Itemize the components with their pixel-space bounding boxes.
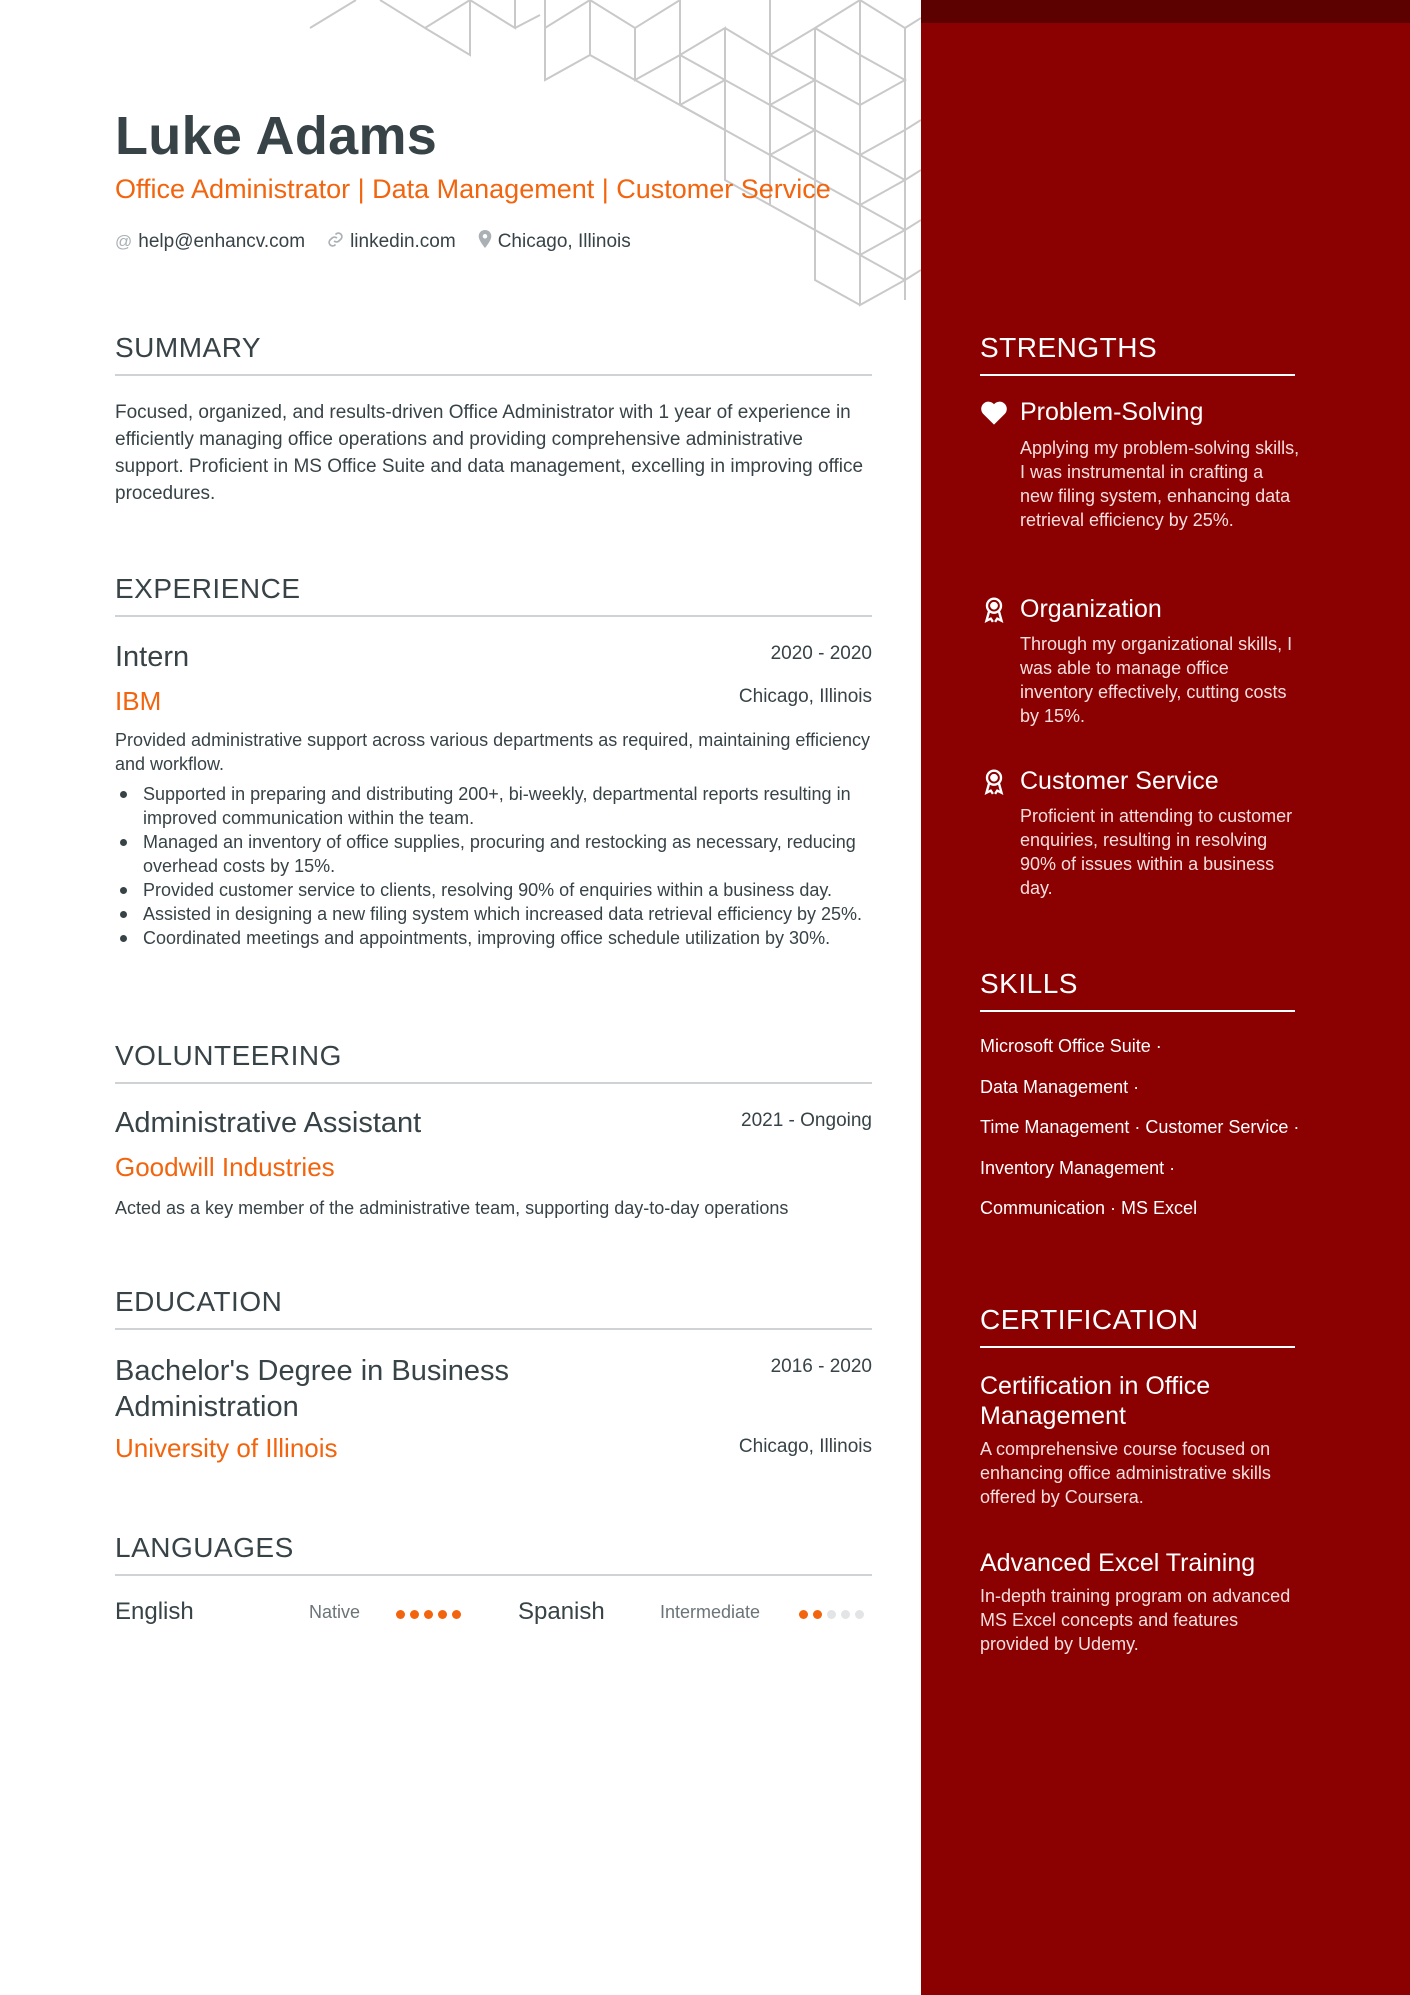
language-name: English xyxy=(115,1598,194,1625)
skills-heading: SKILLS xyxy=(980,968,1295,1012)
certification-name: Certification in Office Management xyxy=(980,1372,1211,1430)
experience-description: Provided administrative support across various departments as required, maintaining efficiency and workflow. xyxy=(115,730,871,774)
summary-text: Focused, organized, and results-driven Office Administrator with 1 year of experience in efficiently managing office operations and providing comprehensive administrative support. Proficient in MS Office Suite and data management, excelling in improving office procedures. xyxy=(115,402,864,504)
strength-item-head xyxy=(980,398,1203,427)
language-level: Native xyxy=(309,1602,361,1622)
list-item: Provided customer service to clients, resolving 90% of enquiries within a business day. xyxy=(115,878,872,902)
contact-email[interactable] xyxy=(115,230,305,253)
strength-name: Customer Service xyxy=(1020,767,1219,795)
certification-description: A comprehensive course focused on enhancing office administrative skills offered by Coursera. xyxy=(980,1439,1271,1507)
strength-name: Organization xyxy=(1020,595,1162,623)
certification-heading: CERTIFICATION xyxy=(980,1304,1295,1348)
certification-name: Advanced Excel Training xyxy=(980,1549,1256,1577)
rating-dot-filled xyxy=(799,1610,808,1619)
education-location: Chicago, Illinois xyxy=(738,1436,872,1457)
heart-icon xyxy=(980,399,1008,427)
experience-bullets xyxy=(115,782,872,950)
languages-heading: LANGUAGES xyxy=(115,1532,872,1576)
contact-linkedin-text: linkedin.com xyxy=(350,230,456,252)
languages-row xyxy=(115,1596,872,1630)
rating-dot-filled xyxy=(452,1610,461,1619)
language-rating xyxy=(396,1610,461,1619)
volunteering-org: Goodwill Industries xyxy=(115,1152,335,1182)
education-school: University of Illinois xyxy=(115,1433,338,1463)
at-icon: @ xyxy=(115,231,133,251)
contact-location xyxy=(478,230,631,253)
strength-description: Through my organizational skills, I was able to manage office inventory effectively, cutting costs by 15%. xyxy=(1020,634,1293,726)
experience-role: Intern xyxy=(115,641,190,673)
strength-name: Problem-Solving xyxy=(1020,398,1204,426)
skills-list xyxy=(980,1034,1320,1237)
candidate-title: Office Administrator | Data Management | Customer Service xyxy=(115,174,831,204)
location-pin-icon xyxy=(478,230,492,253)
summary-heading: SUMMARY xyxy=(115,332,872,376)
volunteering-heading: VOLUNTEERING xyxy=(115,1040,872,1084)
award-icon xyxy=(980,768,1008,796)
sidebar-top-band xyxy=(921,0,1410,23)
experience-dates: 2020 - 2020 xyxy=(770,643,872,664)
skill-line: Communication · MS Excel xyxy=(980,1198,1198,1218)
experience-company: IBM xyxy=(115,686,162,716)
rating-dot-empty xyxy=(855,1610,864,1619)
experience-heading: EXPERIENCE xyxy=(115,573,872,617)
link-icon xyxy=(327,231,344,253)
skill-line: Microsoft Office Suite · xyxy=(980,1036,1162,1056)
education-degree-line1: Bachelor's Degree in Business xyxy=(115,1355,510,1387)
volunteering-role: Administrative Assistant xyxy=(115,1107,422,1139)
skill-line: Time Management · Customer Service · xyxy=(980,1117,1300,1137)
strength-description: Applying my problem-solving skills, I was instrumental in crafting a new filing system, enhancing data retrieval efficiency by 25%. xyxy=(1020,438,1300,530)
list-item: Supported in preparing and distributing 200+, bi-weekly, departmental reports resulting in improved communication within the team. xyxy=(115,782,872,830)
volunteering-dates: 2021 - Ongoing xyxy=(741,1110,872,1131)
skill-line: Data Management · xyxy=(980,1076,1140,1097)
strength-item-head xyxy=(980,595,1162,624)
rating-dot-filled xyxy=(410,1610,419,1619)
rating-dot-filled xyxy=(813,1610,822,1619)
contact-bar xyxy=(115,230,631,253)
language-rating xyxy=(799,1610,864,1619)
education-degree xyxy=(115,1353,509,1425)
rating-dot-empty xyxy=(827,1610,836,1619)
contact-email-text: help@enhancv.com xyxy=(138,230,306,252)
contact-location-text: Chicago, Illinois xyxy=(497,230,631,252)
award-icon xyxy=(980,596,1008,624)
education-heading: EDUCATION xyxy=(115,1286,872,1330)
rating-dot-filled xyxy=(396,1610,405,1619)
list-item: Managed an inventory of office supplies, procuring and restocking as necessary, reducing overhead costs by 15%. xyxy=(115,830,872,878)
language-level: Intermediate xyxy=(660,1602,761,1622)
rating-dot-empty xyxy=(841,1610,850,1619)
list-item: Assisted in designing a new filing system which increased data retrieval efficiency by 25%. xyxy=(115,902,872,926)
language-name: Spanish xyxy=(518,1598,605,1625)
education-dates: 2016 - 2020 xyxy=(770,1356,872,1377)
strength-item-head xyxy=(980,767,1219,796)
skill-line: Inventory Management · xyxy=(980,1157,1176,1178)
list-item: Coordinated meetings and appointments, improving office schedule utilization by 30%. xyxy=(115,926,872,950)
experience-location: Chicago, Illinois xyxy=(738,686,872,707)
rating-dot-filled xyxy=(438,1610,447,1619)
strengths-heading: STRENGTHS xyxy=(980,332,1295,376)
certification-description: In-depth training program on advanced MS Excel concepts and features provided by Udemy. xyxy=(980,1586,1291,1654)
education-degree-line2: Administration xyxy=(115,1391,299,1423)
rating-dot-filled xyxy=(424,1610,433,1619)
candidate-name: Luke Adams xyxy=(115,106,438,166)
contact-linkedin[interactable] xyxy=(327,230,456,253)
strength-description: Proficient in attending to customer enquiries, resulting in resolving 90% of issues within a business day. xyxy=(1020,806,1293,898)
volunteering-description: Acted as a key member of the administrative team, supporting day-to-day operations xyxy=(115,1198,789,1218)
